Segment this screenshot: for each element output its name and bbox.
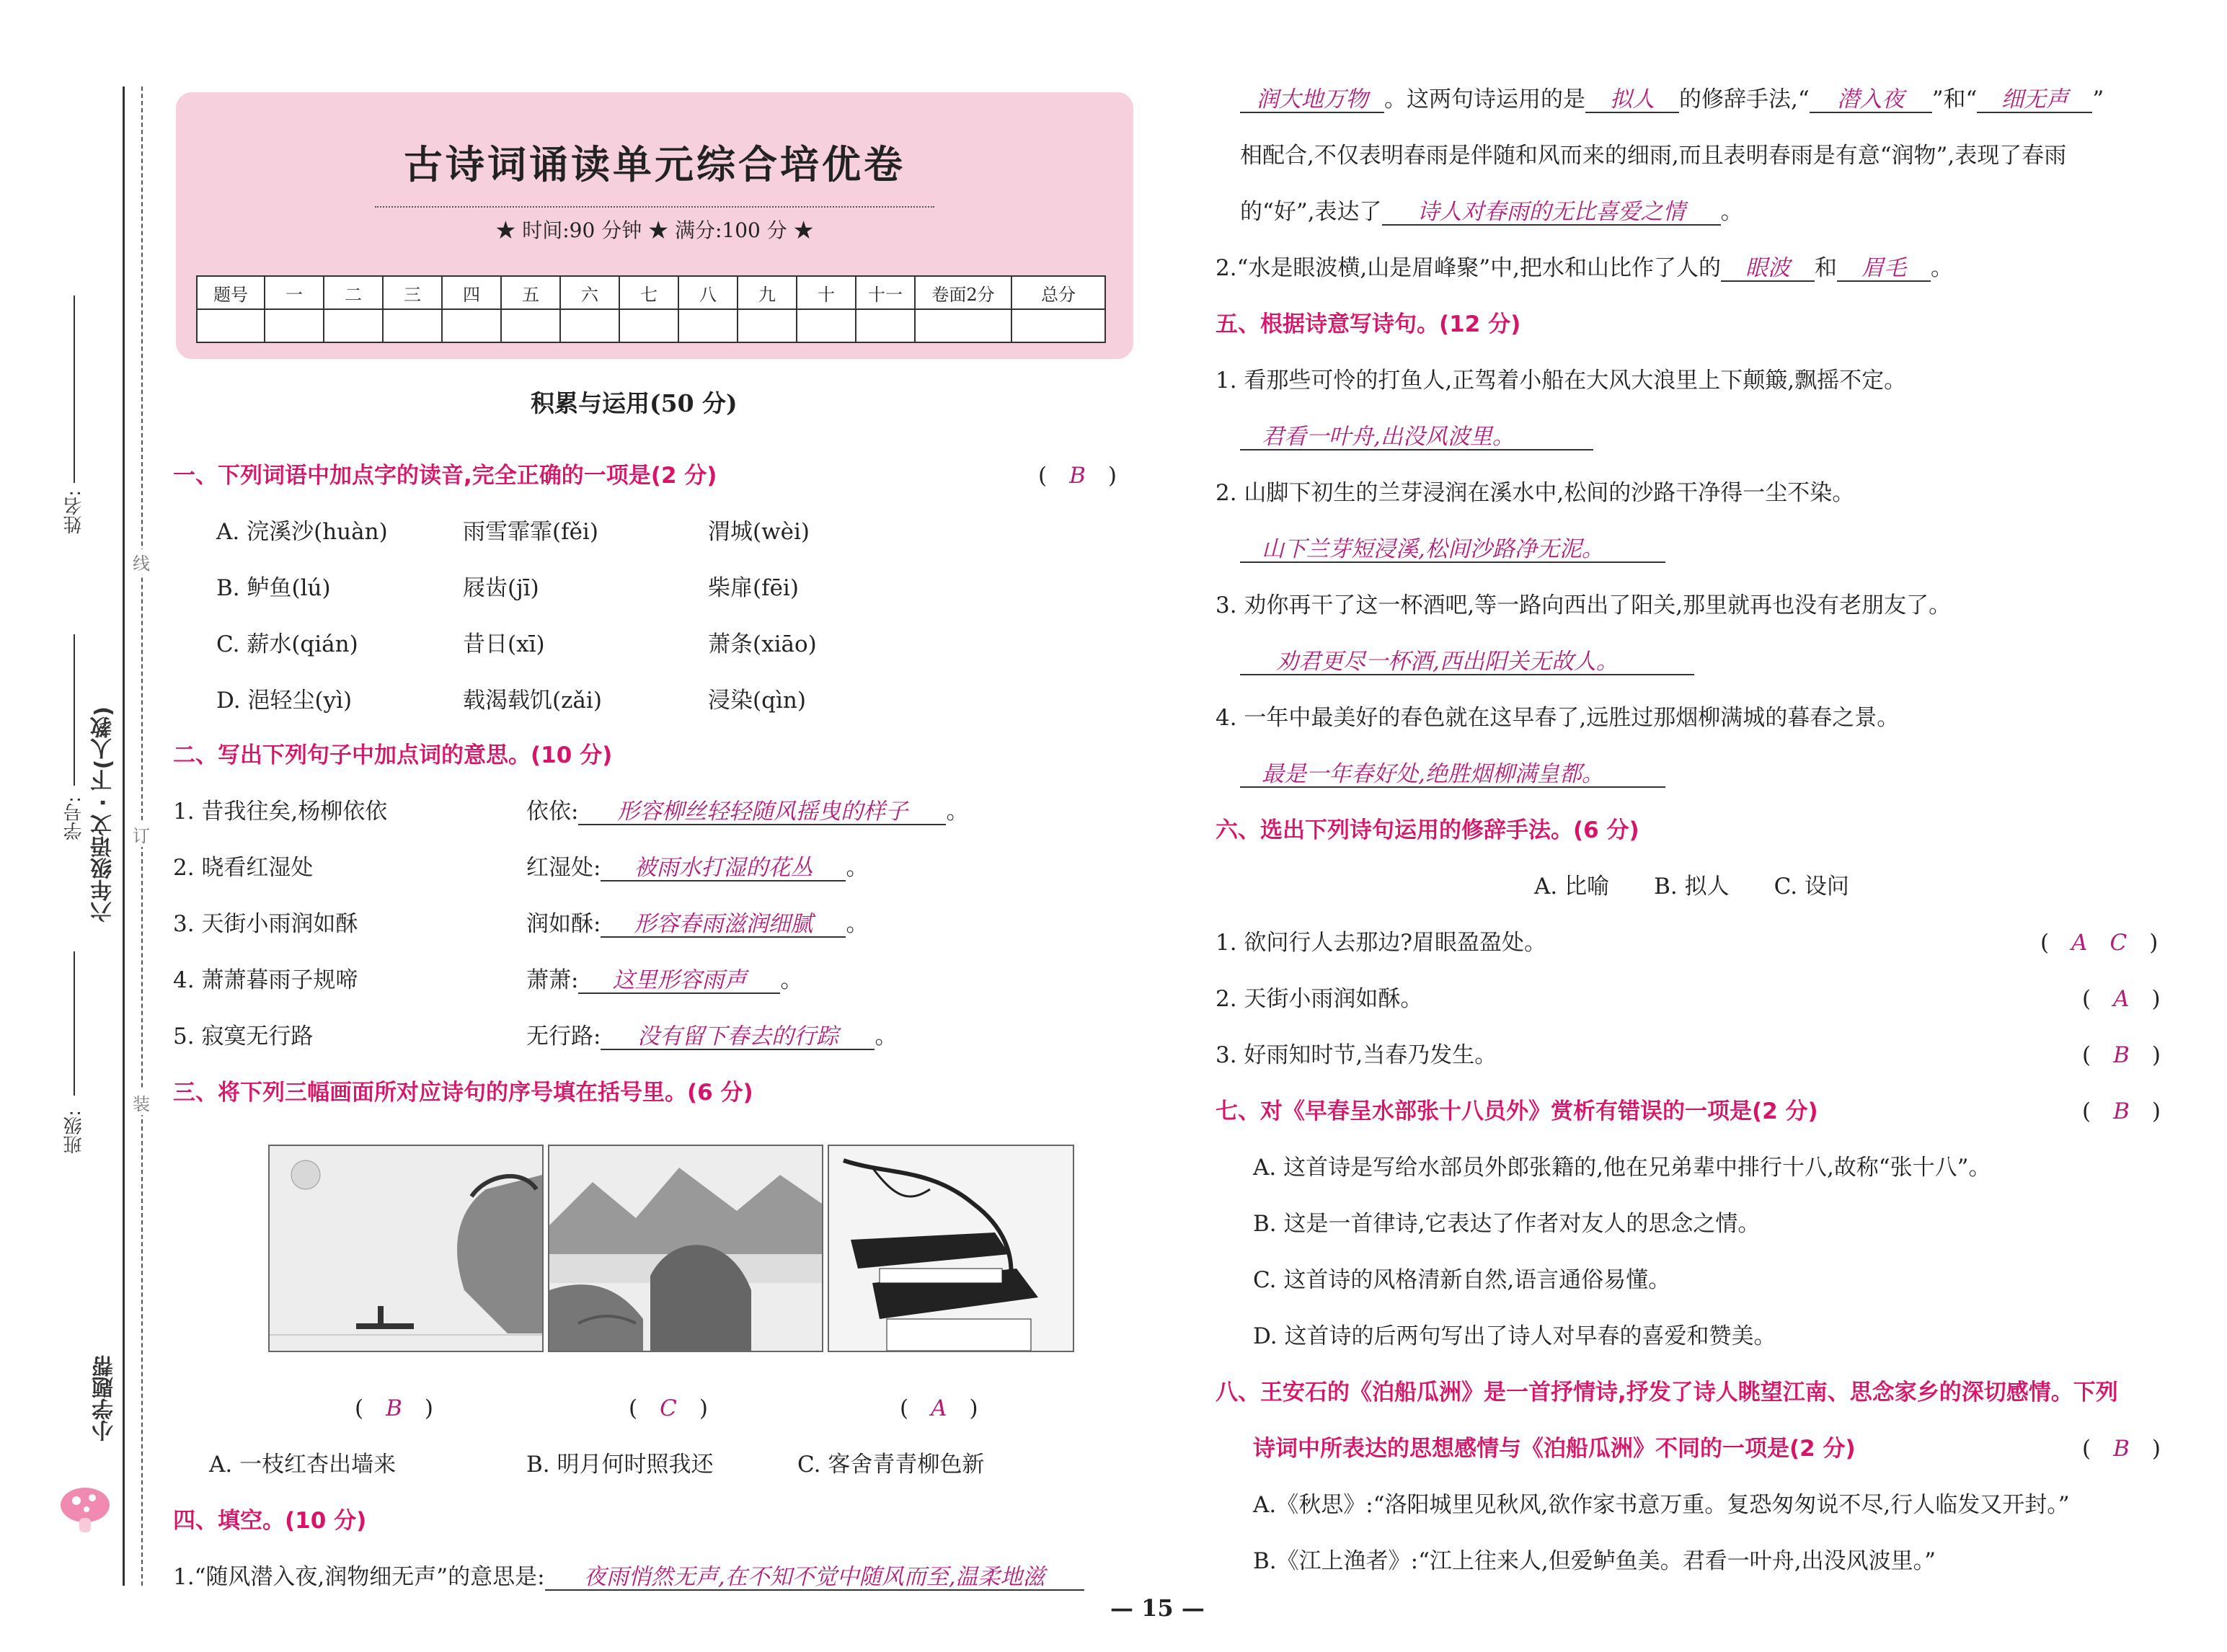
score-cell: 六 (560, 276, 619, 309)
q1-option: D. 浥轻尘(yì) (216, 688, 353, 714)
moon-boat-painting (268, 1145, 544, 1352)
score-cell: 三 (383, 276, 442, 309)
q6-answer: A (2113, 986, 2130, 1012)
q4-line1: 1.“随风潜入夜,润物细无声”的意思是: 夜雨悄然无声,在不知不觉中随风而至,温柔地滋 (173, 1563, 1084, 1591)
q2-answer: 这里形容雨声 (578, 968, 780, 994)
q6-answer-bracket: ( A C ) (2040, 930, 2159, 956)
score-cell: 十 (797, 276, 856, 309)
q4-answer-6: 眼波 (1721, 256, 1815, 282)
q1-option: 昔日(xī) (463, 631, 545, 657)
exam-subtitle: ★ 时间:90 分钟 ★ 满分:100 分 ★ (495, 218, 814, 242)
id-underline (74, 634, 75, 786)
score-cell: 五 (501, 276, 560, 309)
q1-answer: B (1069, 463, 1086, 489)
mushroom-logo (58, 1485, 115, 1535)
q2-answer: 被雨水打湿的花丛 (601, 856, 846, 881)
q5-answer-line (1240, 535, 1665, 564)
q4-answer-1-cont: 润大地万物 (1240, 87, 1384, 113)
q3-answer-bracket: ( B ) (355, 1395, 433, 1421)
apricot-wall-painting (828, 1145, 1074, 1352)
q8-answer: B (2113, 1436, 2130, 1462)
q2-question: 3. 天街小雨润如酥 (173, 911, 358, 937)
name-underline (74, 296, 75, 483)
score-cell: 七 (619, 276, 678, 309)
title-underline (375, 206, 934, 208)
q5-answer-line (1240, 647, 1694, 676)
q6-answer-bracket: ( A ) (2082, 986, 2161, 1012)
q4-answer-1: 夜雨悄然无声,在不知不觉中随风而至,温柔地滋 (545, 1565, 1084, 1591)
score-cell: 四 (442, 276, 501, 309)
q1-option: 浸染(qìn) (708, 688, 806, 714)
q5-answer: 君看一叶舟,出没风波里。 (1240, 425, 1593, 450)
q7-option: B. 这是一首律诗,它表达了作者对友人的思念之情。 (1253, 1211, 1761, 1237)
q2-question: 5. 寂寞无行路 (173, 1023, 314, 1049)
q8-option: A.《秋思》:“洛阳城里见秋风,欲作家书意万重。复恐匆匆说不尽,行人临发又开封。” (1253, 1492, 2070, 1518)
q1-option: 载渴载饥(zǎi) (463, 688, 602, 714)
q3-answer: B (386, 1395, 402, 1421)
q2-answer: 没有留下春去的行踪 (601, 1024, 875, 1050)
q5-question: 4. 一年中最美好的春色就在这早春了,远胜过那烟柳满城的暮春之景。 (1216, 705, 1900, 731)
q7-option: C. 这首诗的风格清新自然,语言通俗易懂。 (1253, 1267, 1671, 1293)
q4-line3: 相配合,不仅表明春雨是伴随和风而来的细雨,而且表明春雨是有意“润物”,表现了春雨 (1240, 143, 2067, 169)
q5-answer: 劝君更尽一杯酒,西出阳关无故人。 (1240, 649, 1694, 675)
grade-label: 六年级语文 · 下(人教) (91, 706, 116, 923)
q2-question: 4. 萧萧暮雨子规啼 (173, 967, 358, 993)
q3-option: B. 明月何时照我还 (526, 1452, 714, 1478)
q7-title: 七、对《早春呈水部张十八员外》赏析有错误的一项是(2 分) (1216, 1098, 1818, 1124)
q6-question: 3. 好雨知时节,当春乃发生。 (1216, 1042, 1497, 1068)
q7-option: A. 这首诗是写给水部员外郎张籍的,他在兄弟辈中排行十八,故称“张十八”。 (1253, 1155, 1991, 1181)
score-table (196, 275, 1106, 343)
q3-answer: A (931, 1395, 947, 1421)
q4-answer-4: 细无声 (1977, 87, 2092, 113)
q6-title: 六、选出下列诗句运用的修辞手法。(6 分) (1216, 817, 1639, 843)
q8-answer-bracket: ( B ) (2082, 1436, 2161, 1462)
q1-option: 柴扉(fēi) (708, 575, 799, 601)
score-cell: 题号 (197, 276, 265, 309)
willow-village-painting (548, 1145, 823, 1352)
q1-option: 雨雪霏霏(fěi) (463, 519, 598, 545)
q3-answer-bracket: ( C ) (629, 1395, 708, 1421)
q4-title: 四、填空。(10 分) (173, 1508, 367, 1534)
q1-title: 一、下列词语中加点字的读音,完全正确的一项是(2 分) (173, 463, 717, 489)
score-table-blank-row (197, 309, 1105, 342)
id-label: 学号: (63, 796, 85, 840)
page-number: — 15 — (1110, 1594, 1205, 1622)
q3-answer-bracket: ( A ) (900, 1395, 978, 1421)
score-cell: 八 (678, 276, 738, 309)
q1-answer-bracket: ( B ) (1038, 463, 1117, 489)
brand-label: 小学题帮 (92, 1355, 118, 1442)
q4-answer-2: 拟人 (1585, 87, 1679, 113)
part-title: 积累与运用(50 分) (531, 389, 738, 417)
q7-answer: B (2113, 1098, 2130, 1124)
q8-option: B.《江上渔者》:“江上往来人,但爱鲈鱼美。君看一叶舟,出没风波里。” (1253, 1548, 1936, 1574)
q5-answer-line (1240, 422, 1593, 451)
score-cell: 卷面2分 (915, 276, 1011, 309)
q2-title: 二、写出下列句子中加点词的意思。(10 分) (173, 742, 613, 768)
q6-answer: B (2113, 1042, 2130, 1068)
q1-option: 屐齿(jī) (463, 575, 539, 601)
q2-question: 2. 晓看红湿处 (173, 855, 314, 881)
q5-question: 1. 看那些可怜的打鱼人,正驾着小船在大风大浪里上下颠簸,飘摇不定。 (1216, 368, 1907, 394)
q2-word: 红湿处: 被雨水打湿的花丛 。 (526, 855, 869, 881)
q2-word: 无行路: 没有留下春去的行踪 。 (526, 1023, 898, 1049)
q8-title: 八、王安石的《泊船瓜洲》是一首抒情诗,抒发了诗人眺望江南、思念家乡的深切感情。下列 (1216, 1380, 2118, 1405)
q4-answer-3: 潜入夜 (1810, 87, 1932, 113)
q5-answer: 最是一年春好处,绝胜烟柳满皇都。 (1240, 762, 1665, 788)
q3-answer: C (660, 1395, 677, 1421)
cut-mark-1: 线 (133, 549, 150, 574)
class-underline (74, 951, 75, 1096)
q5-question: 2. 山脚下初生的兰芽浸润在溪水中,松间的沙路干净得一尘不染。 (1216, 480, 1855, 506)
score-cell: 九 (738, 276, 797, 309)
q6-choices: A. 比喻 B. 拟人 C. 设问 (1534, 874, 1849, 900)
q5-title: 五、根据诗意写诗句。(12 分) (1216, 311, 1521, 337)
q2-answer: 形容柳丝轻轻随风摇曳的样子 (578, 799, 946, 825)
q7-option: D. 这首诗的后两句写出了诗人对早春的喜爱和赞美。 (1253, 1323, 1776, 1349)
q4-line4: 的“好”,表达了 诗人对春雨的无比喜爱之情 。 (1240, 199, 1743, 225)
q3-option: A. 一枝红杏出墙来 (209, 1452, 397, 1478)
q2-word: 润如酥: 形容春雨滋润细腻 。 (526, 911, 869, 937)
q2-question: 1. 昔我往矣,杨柳依依 (173, 799, 388, 825)
q3-option: C. 客舍青青柳色新 (797, 1452, 985, 1478)
class-label: 班级: (63, 1110, 85, 1154)
q4-answer-7: 眉毛 (1837, 256, 1931, 282)
score-table-header (197, 276, 1105, 309)
q6-question: 2. 天街小雨润如酥。 (1216, 986, 1423, 1012)
exam-header (176, 92, 1133, 359)
name-label: 姓名: (63, 490, 85, 534)
score-cell: 总分 (1011, 276, 1105, 309)
q4-line2: 润大地万物 。这两句诗运用的是 拟人 的修辞手法,“ 潜入夜 ”和“ 细无声 ” (1240, 85, 2104, 114)
q8-title-cont: 诗词中所表达的思想感情与《泊船瓜洲》不同的一项是(2 分) (1253, 1436, 1856, 1462)
q5-answer: 山下兰芽短浸溪,松间沙路净无泥。 (1240, 537, 1665, 563)
q1-option: 萧条(xiāo) (708, 631, 817, 657)
q2-answer: 形容春雨滋润细腻 (601, 912, 846, 938)
q6-question: 1. 欲问行人去那边?眉眼盈盈处。 (1216, 930, 1547, 956)
q1-option: C. 薪水(qián) (216, 631, 358, 657)
q3-title: 三、将下列三幅画面所对应诗句的序号填在括号里。(6 分) (173, 1080, 753, 1106)
q1-option: B. 鲈鱼(lú) (216, 575, 331, 601)
q1-option: 渭城(wèi) (708, 519, 810, 545)
q1-option: A. 浣溪沙(huàn) (216, 519, 388, 545)
q4-line5: 2.“水是眼波横,山是眉峰聚”中,把水和山比作了人的 眼波 和 眉毛 。 (1216, 255, 1953, 281)
q5-answer-line (1240, 760, 1665, 789)
cut-mark-2: 订 (133, 822, 150, 847)
binding-line (123, 86, 125, 1586)
exam-title: 古诗词诵读单元综合培优卷 (404, 141, 906, 187)
score-cell: 一 (265, 276, 324, 309)
q2-word: 依依: 形容柳丝轻轻随风摇曳的样子 。 (526, 799, 969, 825)
q2-word: 萧萧: 这里形容雨声 。 (526, 967, 803, 993)
cut-mark-3: 装 (133, 1090, 150, 1115)
score-cell: 十一 (856, 276, 915, 309)
q6-answer: A C (2071, 930, 2128, 956)
q4-answer-5: 诗人对春雨的无比喜爱之情 (1382, 200, 1721, 226)
q5-question: 3. 劝你再干了这一杯酒吧,等一路向西出了阳关,那里就再也没有老朋友了。 (1216, 592, 1952, 618)
score-cell: 二 (324, 276, 383, 309)
q6-answer-bracket: ( B ) (2082, 1042, 2161, 1068)
q7-answer-bracket: ( B ) (2082, 1098, 2161, 1124)
